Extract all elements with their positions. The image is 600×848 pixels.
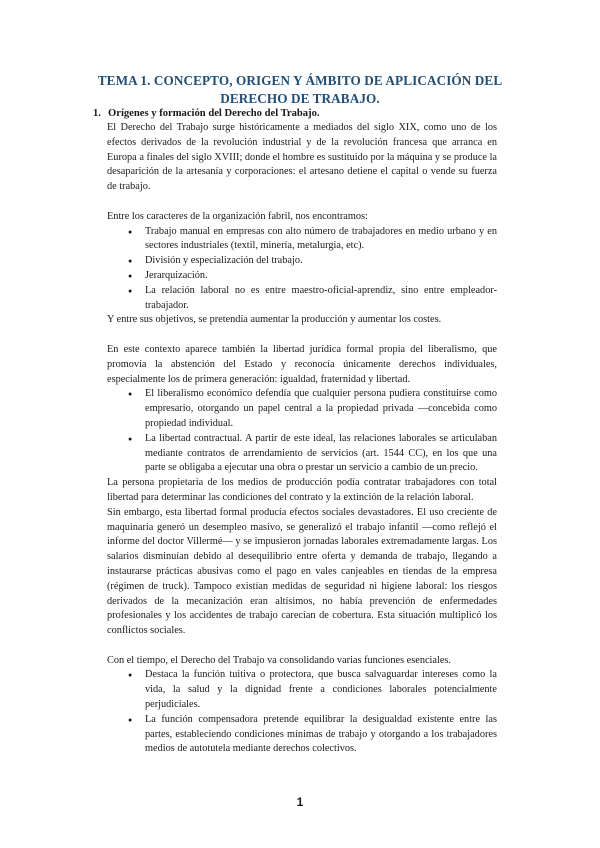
list-item: ● Destaca la función tuitiva o protectora, que busca salvaguardar intereses como la vida, la salud y la dignidad frente a condiciones laborales potencialmente perjudiciales. (107, 668, 497, 712)
owner-paragraph: La persona propietaria de los medios de producción podía contratar trabajadores con total libertad para determinar las condiciones del contrato y la extinción de la relación laboral. (107, 477, 497, 503)
body-text (107, 121, 497, 757)
list-item: ● División y especialización del trabajo. (107, 254, 497, 269)
characters-intro: Entre los caracteres de la organización fabril, nos encontramos: (107, 210, 368, 222)
functions-intro: Con el tiempo, el Derecho del Trabajo va consolidando varias funciones esenciales. (107, 654, 451, 666)
intro-paragraph: El Derecho del Trabajo surge históricamente a mediados del siglo XIX, como uno de los efectos derivados de la revolución industrial y de la revolución francesa que arranca en Europa a finales del siglo XVIII; donde el hombre es sustituido por la máquina y se produce la desaparición de la artesanía y corporaciones: el artesano detiene el capital o vende su fuerza de trabajo. (107, 122, 497, 193)
list-item: ● La función compensadora pretende equilibrar la desigualdad existente entre las partes, estableciendo condiciones mínimas de trabajo y otorgando a los trabajadores medios de autotutela mediante derechos colectivos. (107, 713, 497, 757)
list-item: ● Jerarquización. (107, 269, 497, 284)
list-item: ● Trabajo manual en empresas con alto número de trabajadores en medio urbano y en sectores industriales (textil, minería, metalurgia, etc). (107, 225, 497, 255)
list-item: ● La relación laboral no es entre maestro-oficial-aprendiz, sino entre empleador-trabajador. (107, 284, 497, 314)
page-number: 1 (296, 795, 304, 809)
objectives-paragraph: Y entre sus objetivos, se pretendía aumentar la producción y aumentar los costes. (107, 314, 442, 326)
functions-list (107, 668, 497, 757)
section-title: Orígenes y formación del Derecho del Trabajo. (108, 108, 320, 119)
effects-paragraph: Sin embargo, esta libertad formal producía efectos sociales devastadores. El uso creciente de maquinaria generó un desempleo masivo, se generalizó el trabajo infantil —como reflejó el informe del doctor Villermé— y se impusieron jornadas laborales extremadamente largas. Los salarios disminuían debido al desequilibrio entre oferta y demanda de trabajo, llegando a instaurarse prácticas abusivas como el pago en vales canjeables en tiendas de la empresa (régimen de truck). Tampoco existían medidas de seguridad ni higiene laboral: los riesgos derivados de la mecanización eran altísimos, no había prevención de enfermedades profesionales y los accidentes de trabajo carecían de cobertura. Esta situación multiplicó los conflictos sociales. (107, 506, 497, 637)
page-title: TEMA 1. CONCEPTO, ORIGEN Y ÁMBITO DE APLICACIÓN DEL DERECHO DE TRABAJO. (97, 73, 503, 106)
list-item: ● El liberalismo económico defendía que cualquier persona pudiera constituirse como empresario, otorgando un papel central a la propiedad privada —concebida como propiedad individual. (107, 387, 497, 431)
section-number: 1. (93, 108, 101, 119)
list-item: ● La libertad contractual. A partir de este ideal, las relaciones laborales se articulaban mediante contratos de arrendamiento de servicios (art. 1544 CC), en los que una parte se obligaba a ejecutar una obra o prestar un servicio a cambio de un precio. (107, 432, 497, 476)
section-heading (93, 107, 320, 121)
context-paragraph: En este contexto aparece también la libertad jurídica formal propia del liberalismo, que promovía la abstención del Estado y reconocía únicamente derechos individuales, especialmente los de primera generación: igualdad, fraternidad y libertad. (107, 343, 497, 385)
characters-list (107, 225, 497, 314)
liberalism-list (107, 387, 497, 476)
